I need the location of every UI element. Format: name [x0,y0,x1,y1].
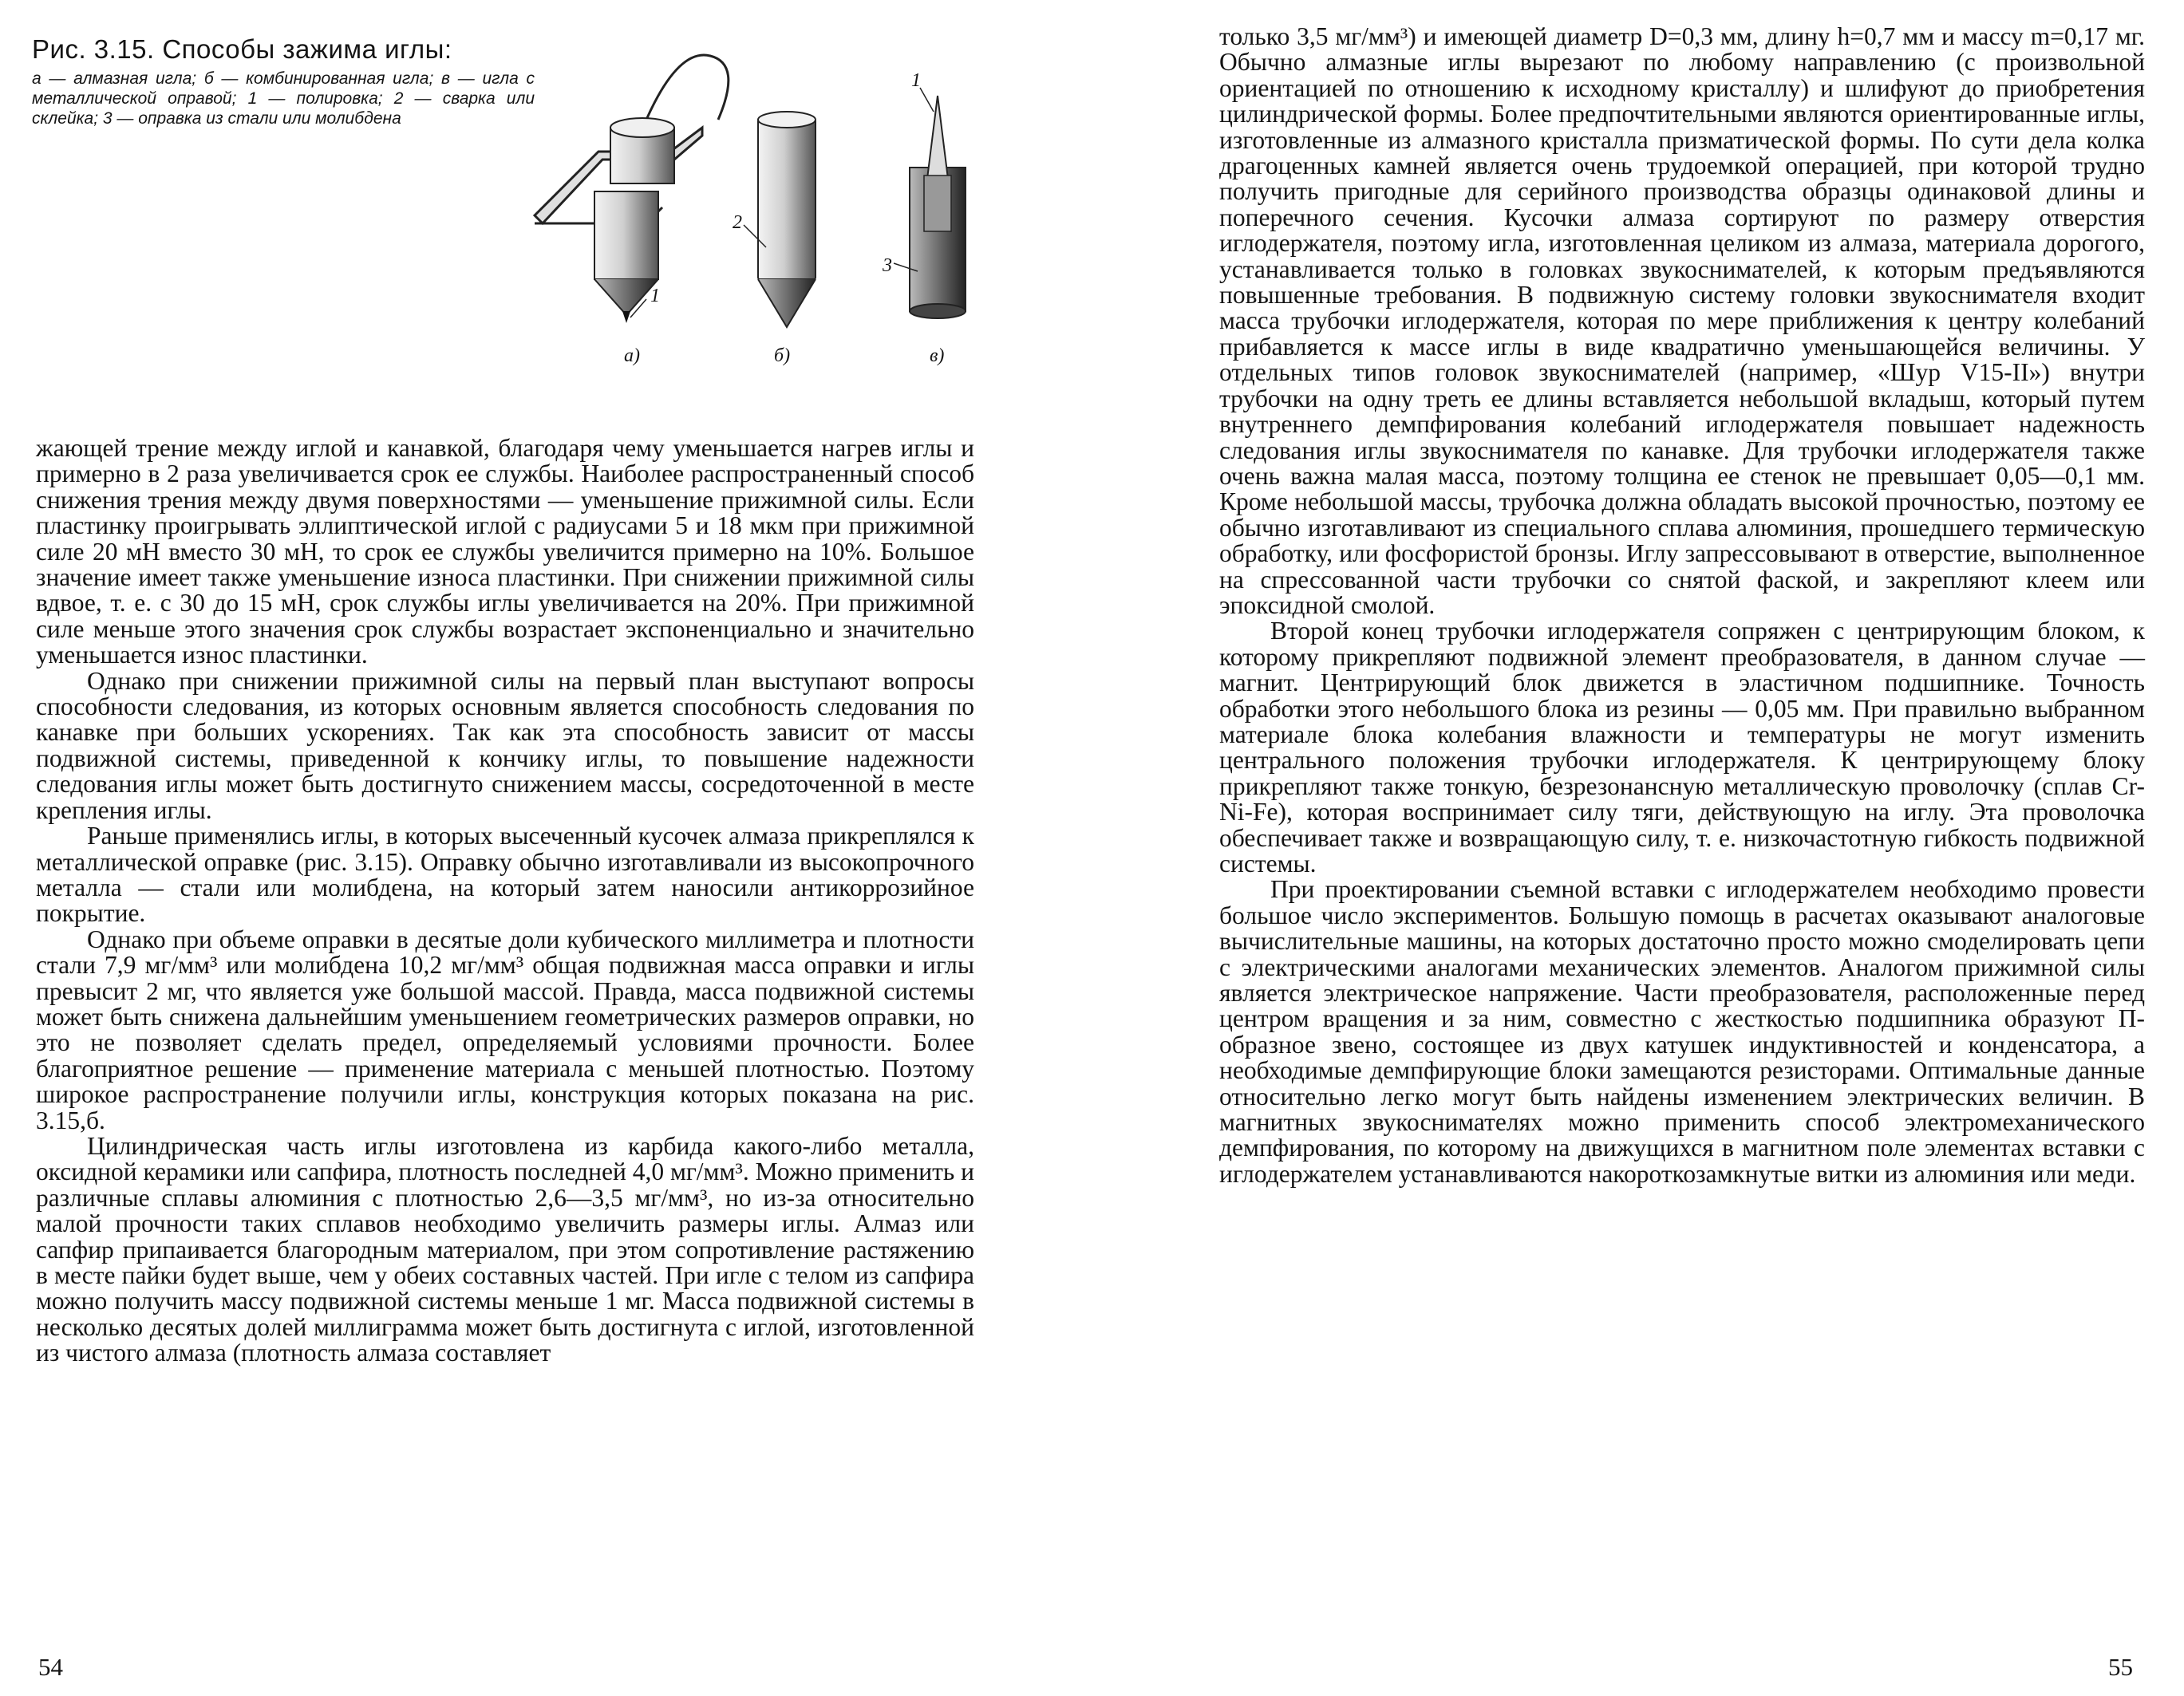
right-page [1101,0,2184,1696]
paragraph: Второй конец трубочки иглодержателя сопряжен с центрирующим блоком, к которому прикрепляют подвижной элемент преобразователя, в данном случае — магнит. Центрирующий блок движется в эластичном подшипнике. Точность обработки этого небольшого блока из резины — 0,05 мм. При правильно выбранном материале блока колебания влажности и температуры не могут изменить центрального положения трубочки иглодержателя. К центрирующему блоку прикрепляют также тонкую, безрезонансную металлическую проволочку (сплав Cr-Ni-Fe), которая воспринимает силу тяги, действующую на иглу. Эта проволочка обеспечивает также и возвращающую силу, т. е. низкочастотную гибкость подвижной системы. [1219,617,2145,878]
paragraph: Однако при объеме оправки в десятые доли кубического миллиметра и плотности стали 7,9 мг/мм³ или молибдена 10,2 мг/мм³ общая подвижная масса оправки и иглы превысит 2 мг, что является уже большой массой. Правда, масса подвижной системы может быть снижена дальнейшим уменьшением геометрических размеров оправки, но это не позволяет сделать предел, определяемый условиями прочности. Более благоприятное решение — применение материала с меньшей плотностью. Поэтому широкое распространение получили иглы, конструкция которых показана на рис. 3.15,б. [36,925,974,1134]
label-v: в) [930,345,945,366]
paragraph: Цилиндрическая часть иглы изготовлена из карбида какого-либо металла, оксидной керамики или сапфира, плотность последней 4,0 мг/мм³. Можно применить и различные сплавы алюминия с плотностью 2,6—3,5 мг/мм³, но из-за относительно малой прочности таких сплавов необходимо увеличить размеры иглы. Алмаз или сапфир припаивается благородным материалом, при этом сопротивление растяжению в месте пайки будет выше, чем у обеих составных частей. При игле с телом из сапфира можно получить массу подвижной системы меньше 1 мг. Масса подвижной системы в несколько десятых долей миллиграмма может быть достигнута с иглой, изготовленной из чистого алмаза (плотность алмаза составляет [36,1131,975,1367]
callout-1-a: 1 [650,286,660,306]
paragraph: При проектировании съемной вставки с иглодержателем необходимо провести большое число экспериментов. Большую помощь в расчетах оказывают аналоговые вычислительные машины, на которых достаточно просто можно смоделировать цепи с электрическими аналогами механических элементов. Аналогом прижимной силы является электрическое напряжение. Части преобразователя, расположенные перед центром вращения и за ним, совместно с жесткостью подшипника образуют П-образное звено, состоящее из двух катушек индуктивностей и конденсатора, а необходимые демпфирующие блоки замещаются резисторами. Оптимальные данные относительно легко могут быть найдены изменением электрических величин. В магнитных звукоснимателях можно применить способ электромеханического демпфирования, по которому на движущихся в магнитном поле элементах вставки с иглодержателем устанавливаются накороткозамкнутые витки из алюминия или меди. [1219,875,2145,1188]
left-text-column [36,436,974,1367]
needle-b [744,112,816,327]
paragraph: Однако при снижении прижимной силы на первый план выступают вопросы способности следования, из которых основным является способность следования по канавке при больших ускорениях. Так как эта способность зависит от массы подвижной системы, приведенной к кончику иглы, то повышение надежности следования иглы может быть достигнуто снижением массы, сосредоточенной в месте крепления иглы. [36,666,974,824]
page-number: 54 [38,1653,63,1681]
figure-title: Рис. 3.15. Способы зажима иглы: [32,34,452,64]
paragraph: жающей трение между иглой и канавкой, благодаря чему уменьшается нагрев иглы и примерно в 2 раза увеличивается срок ее службы. Наиболее распространенный способ снижения трения между двумя поверхностями — уменьшение прижимной силы. Если пластинку проигрывать эллиптической иглой с радиусами 5 и 18 мкм при прижимной силе 20 мН вместо 30 мН, то срок ее службы увеличится примерно на 10%. Большое значение имеет также уменьшение износа пластинки. При снижении прижимной силы вдвое, т. е. с 30 до 15 мН, срок службы иглы увеличивается на 20%. При прижимной силе меньше этого значения срок службы возрастает экспоненциально и значительно уменьшается износ пластинки. [36,434,974,669]
needle-illustration [527,32,1021,383]
label-b: б) [774,345,791,366]
callout-2: 2 [733,212,742,233]
callout-1-v: 1 [911,70,921,91]
callout-3: 3 [883,255,892,276]
figure-needle-clamping [527,32,1021,383]
label-a: а) [624,345,640,366]
page-number: 55 [2108,1653,2133,1681]
figure-caption [32,34,535,128]
figure-legend: а — алмазная игла; б — комбинированная игла; в — игла с металлической оправой; 1 — полировка; 2 — сварка или склейка; 3 — оправка из стали или молибдена [32,69,535,128]
needle-v [894,88,966,318]
paragraph: Раньше применялись иглы, в которых высеченный кусочек алмаза прикреплялся к металлической оправке (рис. 3.15). Оправку обычно изготавливали из высокопрочного металла — стали или молибдена, на который затем наносили антикоррозийное покрытие. [36,822,974,928]
needle-a [535,55,729,323]
right-text-column [1219,24,2145,1187]
paragraph: только 3,5 мг/мм³) и имеющей диаметр D=0,3 мм, длину h=0,7 мм и массу m=0,17 мг. Обычно алмазные иглы вырезают по любому направлению (с произвольной ориентацией по отношению к исходному кристаллу) и шлифуют до приобретения цилиндрической формы. Более предпочтительными являются ориентированные иглы, изготовленные из алмазного кристалла призматической формы. По сути дела колка драгоценных камней является очень трудоемкой операцией, при которой трудно получить пригодные для серийного производства образцы одинаковой длины и поперечного сечения. Кусочки алмаза сортируют по размеру отверстия иглодержателя, поэтому игла, изготовленная целиком из алмаза, материала дорогого, устанавливается только в головках звукоснимателей, к которым предъявляются повышенные требования. В подвижную систему головки звукоснимателя входит масса трубочки иглодержателя, которая по мере приближения к центру колебаний прибавляется к массе иглы в виде квадратично уменьшающейся величины. У отдельных типов головок звукоснимателей (например, «Шур V15-II») внутри трубочки на одну треть ее длины вставляется небольшой вкладыш, который путем внутреннего демпфирования колебаний иглодержателя повышает надежность следования иглы звукоснимателя по канавке. Для трубочки иглодержателя также очень важна малая масса, поэтому толщина ее стенок не превышает 0,05—0,1 мм. Кроме небольшой массы, трубочка должна обладать высокой прочностью, поэтому ее обычно изготавливают из специального сплава алюминия, прошедшего термическую обработку, или фосфористой бронзы. Иглу запрессовывают в отверстие, выполненное на спрессованной части трубочки со снятой фаской, и закрепляют клеем или эпоксидной смолой. [1219,22,2145,619]
